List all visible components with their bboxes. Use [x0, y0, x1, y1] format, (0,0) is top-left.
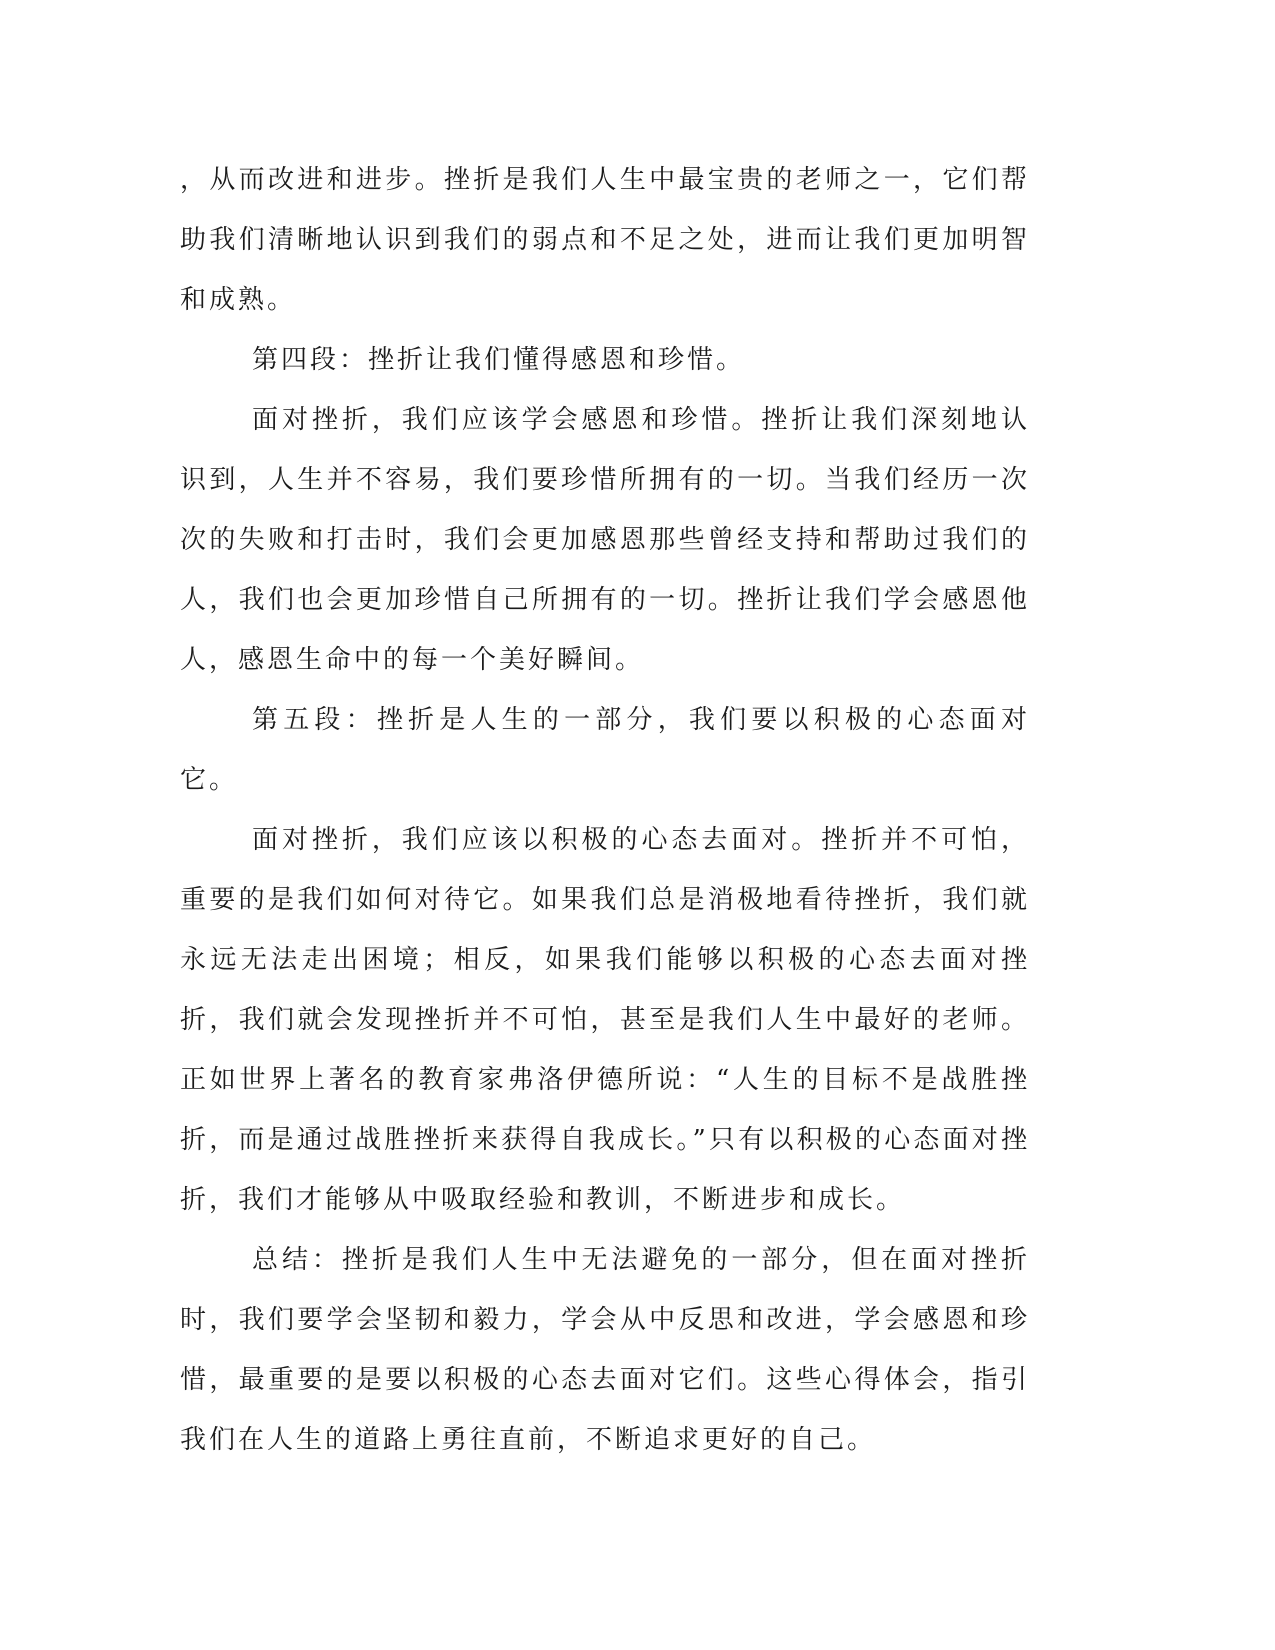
section-heading-five: 第五段：挫折是人生的一部分，我们要以积极的心态面对它。 — [180, 705, 1030, 795]
section-heading-four: 第四段：挫折让我们懂得感恩和珍惜。 — [252, 345, 746, 375]
paragraph-continuation: ，从而改进和进步。挫折是我们人生中最宝贵的老师之一，它们帮助我们清晰地认识到我们的弱点和不足之处，进而让我们更加明智和成熟。 — [180, 165, 1030, 315]
body-text — [180, 150, 1030, 1470]
paragraph-positive-attitude: 面对挫折，我们应该以积极的心态去面对。挫折并不可怕，重要的是我们如何对待它。如果我们总是消极地看待挫折，我们就永远无法走出困境；相反，如果我们能够以积极的心态去面对挫折，我们就会发现挫折并不可怕，甚至是我们人生中最好的老师。正如世界上著名的教育家弗洛伊德所说：“人生的目标不是战胜挫折，而是通过战胜挫折来获得自我成长。”只有以积极的心态面对挫折，我们才能够从中吸取经验和教训，不断进步和成长。 — [180, 825, 1030, 1215]
paragraph-summary: 总结：挫折是我们人生中无法避免的一部分，但在面对挫折时，我们要学会坚韧和毅力，学会从中反思和改进，学会感恩和珍惜，最重要的是要以积极的心态去面对它们。这些心得体会，指引我们在人生的道路上勇往直前，不断追求更好的自己。 — [180, 1245, 1030, 1455]
paragraph-gratitude: 面对挫折，我们应该学会感恩和珍惜。挫折让我们深刻地认识到，人生并不容易，我们要珍惜所拥有的一切。当我们经历一次次的失败和打击时，我们会更加感恩那些曾经支持和帮助过我们的人，我们也会更加珍惜自己所拥有的一切。挫折让我们学会感恩他人，感恩生命中的每一个美好瞬间。 — [180, 405, 1030, 675]
